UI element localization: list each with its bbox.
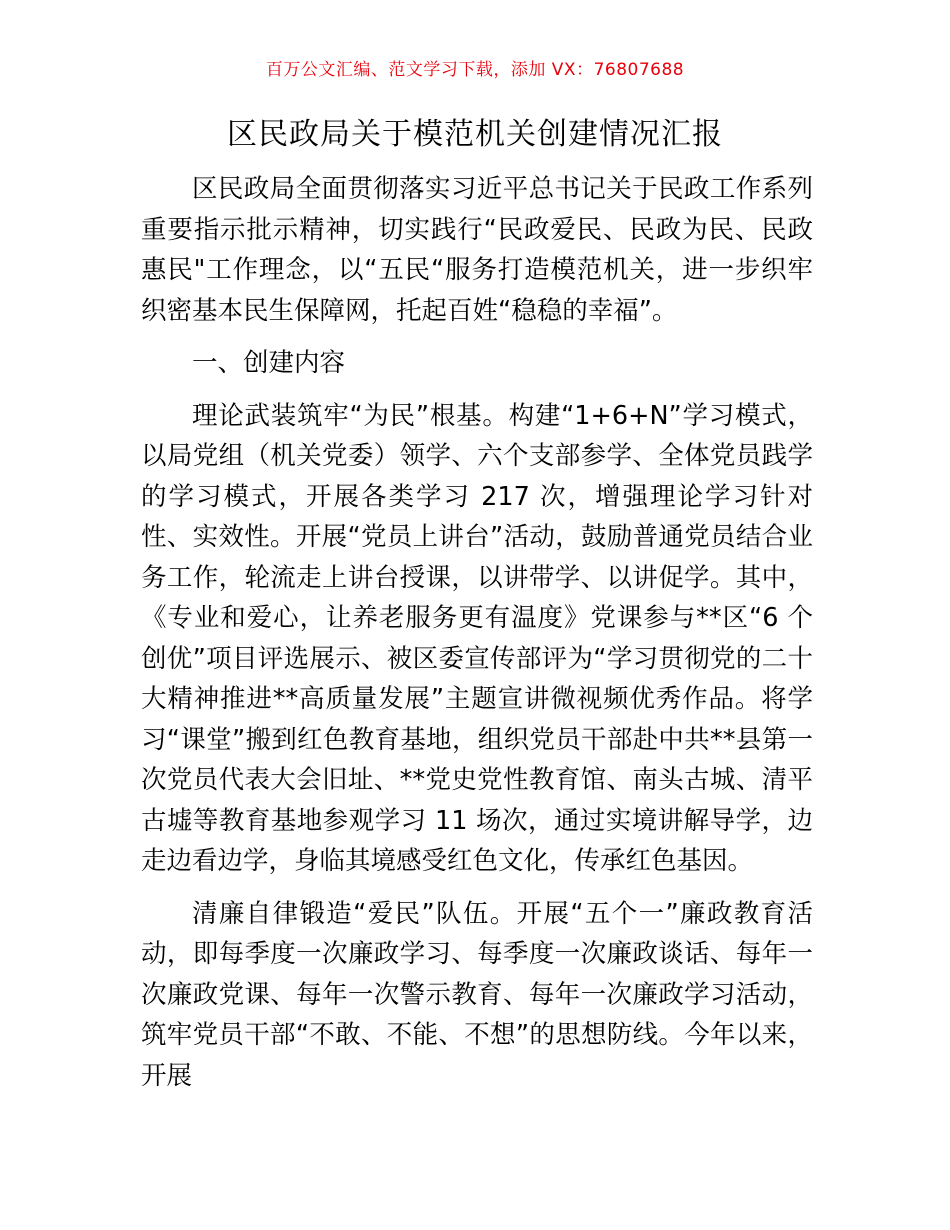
document-body <box>141 169 813 1108</box>
body-paragraph-integrity: 清廉自律锻造“爱民”队伍。开展“五个一”廉政教育活动，即每季度一次廉政学习、每季度一次廉政谈话、每年一次廉政党课、每年一次警示教育、每年一次廉政学习活动，筑牢党员干部“不敢、不能、不想”的思想防线。今年以来，开展 <box>141 898 813 1091</box>
intro-paragraph: 区民政局全面贯彻落实习近平总书记关于民政工作系列重要指示批示精神，切实践行“民政爱民、民政为民、民政惠民"工作理念，以“五民“服务打造模范机关，进一步织牢织密基本民生保障网，托起百姓“稳稳的幸福”。 <box>141 174 813 326</box>
document-title: 区民政局关于模范机关创建情况汇报 <box>227 117 723 152</box>
body-paragraph-theory: 理论武装筑牢“为民”根基。构建“1+6+N”学习模式，以局党组（机关党委）领学、六个支部参学、全体党员践学的学习模式，开展各类学习 217 次，增强理论学习针对性、实效性。开展“党员上讲台”活动，鼓励普通党员结合业务工作，轮流走上讲台授课，以讲带学、以讲促学。其中，《专业和爱心，让养老服务更有温度》党课参与**区“6 个创优”项目评选展示、被区委宣传部评为“学习贯彻党的二十大精神推进**高质量发展”主题宣讲微视频优秀作品。将学习“课堂”搬到红色教育基地，组织党员干部赴中共**县第一次党员代表大会旧址、**党史党性教育馆、南头古城、清平古墟等教育基地参观学习 11 场次，通过实境讲解导学，边走边看边学，身临其境感受红色文化，传承红色基因。 <box>141 400 813 876</box>
watermark-header: 百万公文汇编、范文学习下载，添加 VX：76807688 <box>265 60 685 80</box>
section-heading: 一、创建内容 <box>192 348 346 378</box>
